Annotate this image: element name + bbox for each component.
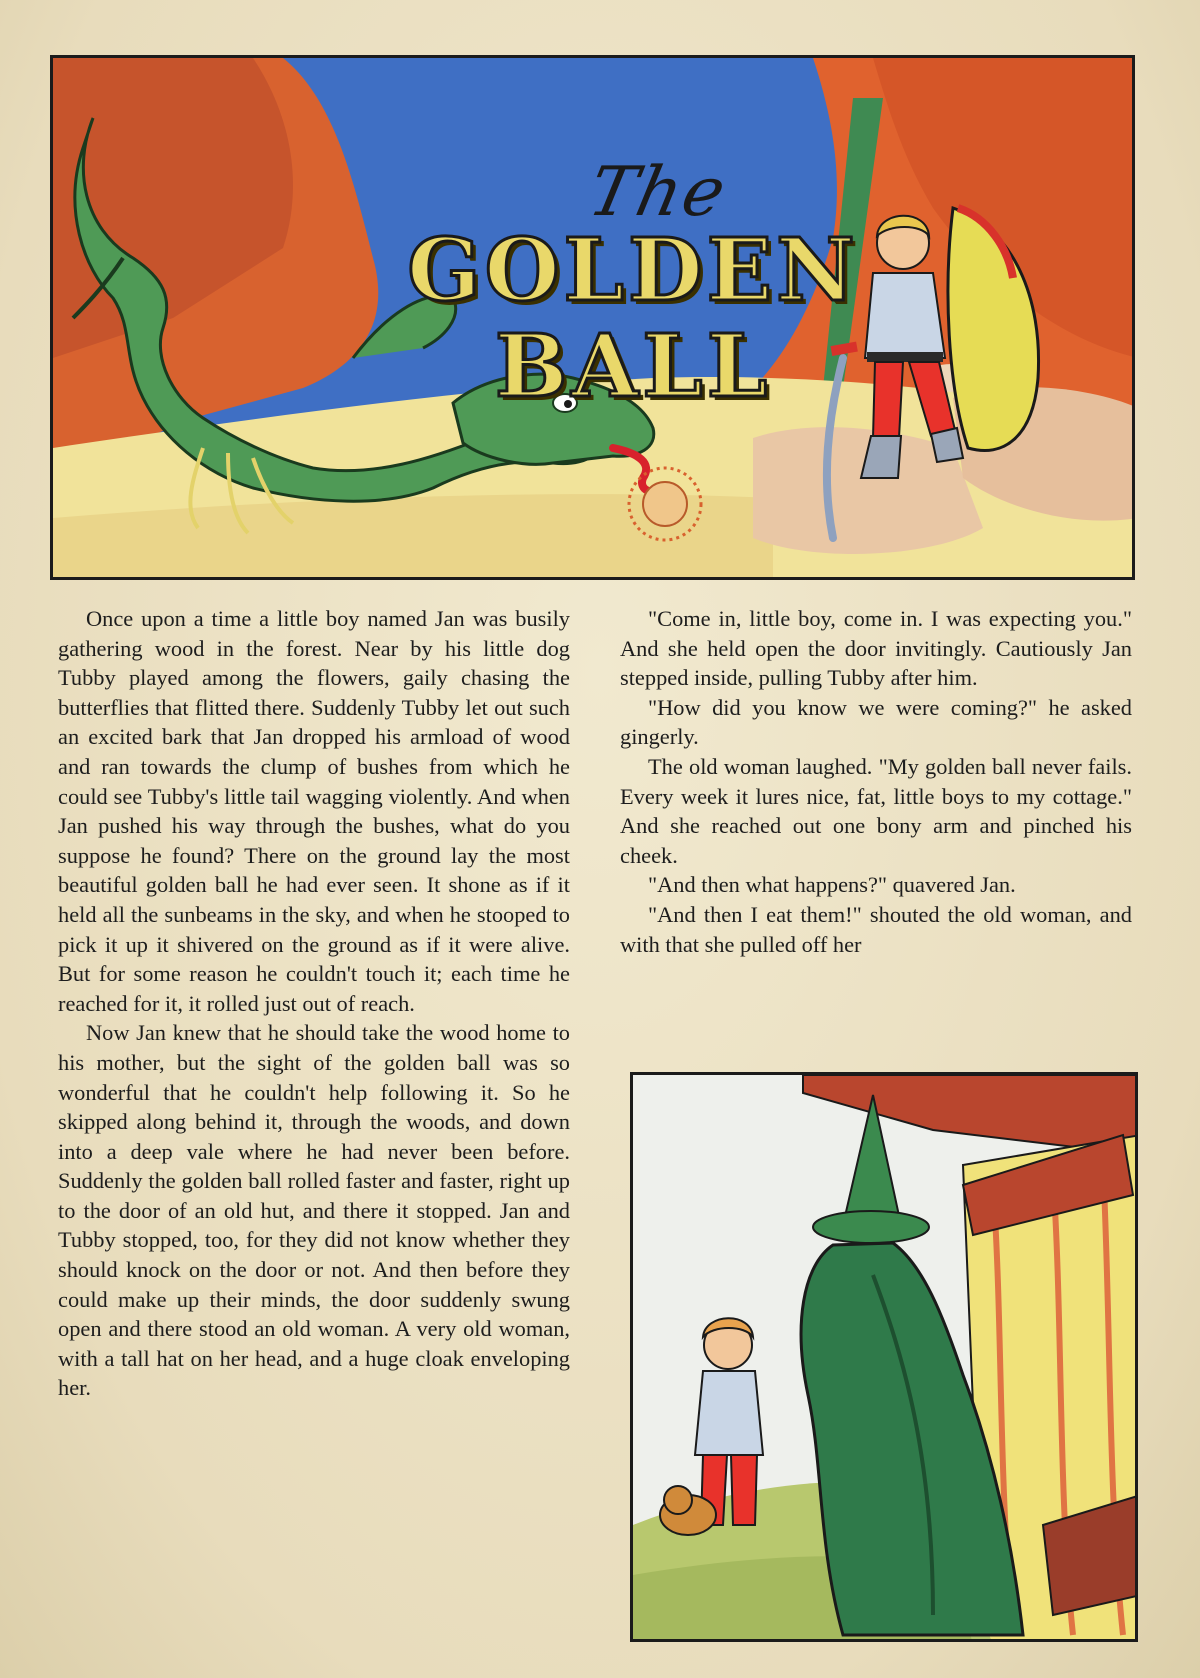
title-line-ball: BALL — [494, 316, 772, 417]
story-column-right — [620, 604, 1132, 959]
paragraph: Now Jan knew that he should take the wood home to his mother, but the sight of the golden ball was so wonderful that he couldn't help following it. So he skipped along behind it, through the woods, and down into a deep vale where he had never been before. Suddenly the golden ball rolled faster and faster, right up to the door of an old hut, and there it stopped. Jan and Tubby stopped, too, for they did not know whether they should knock on the door or not. And then before they could make up their minds, the door suddenly swung open and there stood an old woman. A very old woman, with a tall hat on her head, and a huge cloak enveloping her. — [58, 1020, 570, 1401]
paragraph: The old woman laughed. "My golden ball never fails. Every week it lures nice, fat, little boys to my cottage." And she reached out one bony arm and pinched his cheek. — [620, 753, 1132, 868]
story-column-left — [58, 604, 570, 1403]
witch-panel — [630, 1072, 1138, 1642]
story-title — [393, 220, 873, 417]
paragraph: "Come in, little boy, come in. I was expecting you." And she held open the door invitingly. Cautiously Jan stepped inside, pulling Tubby after him. — [620, 606, 1132, 691]
title-the: The — [581, 153, 735, 232]
title-panel — [50, 55, 1135, 580]
witch-illustration — [633, 1075, 1138, 1642]
paragraph: "And then I eat them!" shouted the old woman, and with that she pulled off her — [620, 901, 1132, 957]
paragraph: "How did you know we were coming?" he asked gingerly. — [620, 694, 1132, 750]
paragraph: "And then what happens?" quavered Jan. — [648, 872, 1016, 898]
title-line-golden: GOLDEN — [407, 220, 859, 321]
paragraph: Once upon a time a little boy named Jan was busily gathering wood in the forest. Near by his little dog Tubby played among the flowers, gaily chasing the butterflies that flitted there. Suddenly Tubby let out such an excited bark that Jan dropped his armload of wood and ran towards the clump of bushes from which he could see Tubby's little tail wagging violently. And when Jan pushed his way through the bushes, what do you suppose he found? There on the ground lay the most beautiful golden ball he had ever seen. It shone as if it held all the sunbeams in the sky, and when he stooped to pick it up it shivered on the ground as if it were alive. But for some reason he couldn't touch it; each time he reached for it, it rolled just out of reach. — [58, 606, 570, 1016]
